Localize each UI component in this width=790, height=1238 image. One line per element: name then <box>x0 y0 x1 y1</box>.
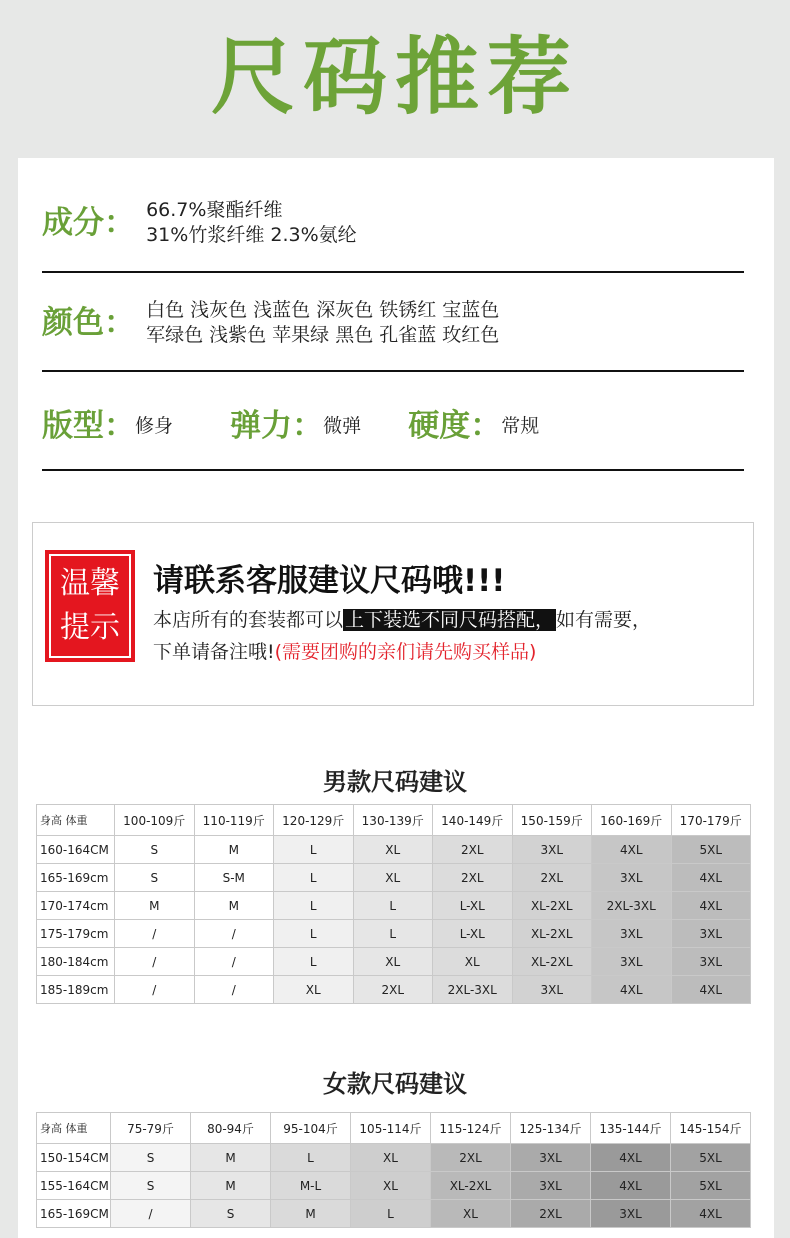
size-cell: XL-2XL <box>512 948 592 976</box>
men-size-title: 男款尺码建议 <box>323 768 467 796</box>
size-cell: M <box>194 836 274 864</box>
weight-header: 145-154斤 <box>671 1113 751 1144</box>
badge-line-2: 提示 <box>60 610 120 645</box>
divider <box>42 469 744 471</box>
height-cell: 185-189cm <box>37 976 115 1004</box>
page-title: 尺码推荐 <box>210 28 579 126</box>
weight-header: 130-139斤 <box>353 805 433 836</box>
size-cell: 5XL <box>671 1172 751 1200</box>
badge-line-1: 温馨 <box>60 566 120 601</box>
table-row <box>37 976 751 1004</box>
size-cell: XL <box>433 948 513 976</box>
divider <box>42 271 744 273</box>
size-cell: 2XL <box>433 864 513 892</box>
size-cell: L <box>274 948 354 976</box>
height-cell: 160-164CM <box>37 836 115 864</box>
size-cell: L-XL <box>433 920 513 948</box>
weight-header: 115-124斤 <box>431 1113 511 1144</box>
colors-line-2: 军绿色 浅紫色 苹果绿 黑色 孔雀蓝 玫红色 <box>146 324 500 346</box>
size-cell: 3XL <box>592 920 672 948</box>
table-row <box>37 1144 751 1172</box>
size-cell: 2XL-3XL <box>433 976 513 1004</box>
weight-header: 125-134斤 <box>511 1113 591 1144</box>
composition-label: 成分： <box>42 205 135 241</box>
weight-header: 135-144斤 <box>591 1113 671 1144</box>
weight-header: 110-119斤 <box>194 805 274 836</box>
size-cell: 4XL <box>671 976 751 1004</box>
weight-header: 120-129斤 <box>274 805 354 836</box>
size-cell: 4XL <box>592 836 672 864</box>
size-cell: 3XL <box>512 976 592 1004</box>
size-cell: XL <box>353 864 433 892</box>
spec-row <box>42 406 742 446</box>
women-size-title: 女款尺码建议 <box>323 1070 467 1098</box>
size-cell: 4XL <box>671 1200 751 1228</box>
fit-label: 版型： <box>42 408 135 444</box>
size-cell: XL-2XL <box>512 892 592 920</box>
composition-line-2: 31%竹浆纤维 2.3%氨纶 <box>146 224 357 246</box>
height-cell: 180-184cm <box>37 948 115 976</box>
table-row <box>37 1200 751 1228</box>
size-cell: 2XL <box>433 836 513 864</box>
table-header-row <box>37 805 751 836</box>
size-cell: XL <box>351 1144 431 1172</box>
table-header-row <box>37 1113 751 1144</box>
fit-value: 修身 <box>135 415 174 437</box>
divider <box>42 370 744 372</box>
table-row <box>37 948 751 976</box>
hardness-value: 常规 <box>501 415 540 437</box>
size-cell: / <box>194 920 274 948</box>
size-cell: 3XL <box>671 948 751 976</box>
size-cell: S <box>111 1172 191 1200</box>
size-cell: 3XL <box>512 836 592 864</box>
composition-value <box>146 198 357 248</box>
size-cell: / <box>115 948 195 976</box>
notice-text-1a: 本店所有的套装都可以 <box>153 609 344 631</box>
size-cell: 3XL <box>592 864 672 892</box>
size-cell: L-XL <box>433 892 513 920</box>
size-cell: L <box>274 836 354 864</box>
weight-header: 170-179斤 <box>671 805 751 836</box>
size-cell: 2XL <box>511 1200 591 1228</box>
size-cell: 3XL <box>511 1172 591 1200</box>
size-cell: / <box>111 1200 191 1228</box>
height-cell: 155-164CM <box>37 1172 111 1200</box>
table-row <box>37 920 751 948</box>
size-cell: S <box>191 1200 271 1228</box>
size-cell: XL <box>353 836 433 864</box>
colors-value <box>146 298 499 348</box>
size-cell: M <box>271 1200 351 1228</box>
size-cell: L <box>351 1200 431 1228</box>
height-cell: 165-169CM <box>37 1200 111 1228</box>
size-cell: 3XL <box>591 1200 671 1228</box>
size-cell: 5XL <box>671 1144 751 1172</box>
elasticity-value: 微弹 <box>323 415 362 437</box>
size-cell: XL <box>351 1172 431 1200</box>
size-cell: L <box>353 920 433 948</box>
size-cell: S-M <box>194 864 274 892</box>
size-cell: L <box>353 892 433 920</box>
size-cell: / <box>194 976 274 1004</box>
elasticity-label: 弹力： <box>230 408 324 444</box>
header-corner: 身高 体重 <box>37 1113 111 1144</box>
colors-label: 颜色： <box>42 305 135 341</box>
weight-header: 80-94斤 <box>191 1113 271 1144</box>
size-cell: 4XL <box>671 864 751 892</box>
size-cell: 2XL <box>431 1144 511 1172</box>
size-cell: 3XL <box>592 948 672 976</box>
size-cell: M-L <box>271 1172 351 1200</box>
notice-text-1b: 如有需要， <box>556 609 652 631</box>
size-cell: 3XL <box>511 1144 591 1172</box>
size-cell: XL <box>353 948 433 976</box>
table-row <box>37 1172 751 1200</box>
women-size-table <box>36 1112 751 1228</box>
notice-line-1 <box>153 605 651 632</box>
size-cell: XL-2XL <box>512 920 592 948</box>
notice-heading: 请联系客服建议尺码哦!!! <box>153 563 506 599</box>
composition-line-1: 66.7%聚酯纤维 <box>146 199 283 221</box>
colors-row <box>42 298 742 348</box>
size-cell: 2XL <box>512 864 592 892</box>
table-row <box>37 836 751 864</box>
notice-highlight: 上下装选不同尺码搭配， <box>345 609 555 631</box>
size-cell: 4XL <box>671 892 751 920</box>
weight-header: 140-149斤 <box>433 805 513 836</box>
height-cell: 165-169cm <box>37 864 115 892</box>
size-cell: 4XL <box>591 1172 671 1200</box>
weight-header: 160-169斤 <box>592 805 672 836</box>
height-cell: 175-179cm <box>37 920 115 948</box>
size-cell: L <box>274 864 354 892</box>
weight-header: 150-159斤 <box>512 805 592 836</box>
composition-row <box>42 198 742 248</box>
size-cell: 2XL-3XL <box>592 892 672 920</box>
table-row <box>37 864 751 892</box>
size-cell: S <box>115 836 195 864</box>
men-size-table <box>36 804 751 1004</box>
size-cell: XL <box>431 1200 511 1228</box>
size-cell: M <box>115 892 195 920</box>
weight-header: 75-79斤 <box>111 1113 191 1144</box>
size-cell: 5XL <box>671 836 751 864</box>
size-cell: 4XL <box>591 1144 671 1172</box>
size-cell: L <box>274 920 354 948</box>
size-cell: L <box>274 892 354 920</box>
notice-text-2a: 下单请备注哦! <box>153 641 275 663</box>
height-cell: 170-174cm <box>37 892 115 920</box>
size-cell: M <box>191 1144 271 1172</box>
height-cell: 150-154CM <box>37 1144 111 1172</box>
size-cell: M <box>191 1172 271 1200</box>
colors-line-1: 白色 浅灰色 浅蓝色 深灰色 铁锈红 宝蓝色 <box>146 299 500 321</box>
size-cell: / <box>115 976 195 1004</box>
size-cell: L <box>271 1144 351 1172</box>
size-cell: 4XL <box>592 976 672 1004</box>
weight-header: 95-104斤 <box>271 1113 351 1144</box>
size-cell: M <box>194 892 274 920</box>
weight-header: 105-114斤 <box>351 1113 431 1144</box>
header-corner: 身高 体重 <box>37 805 115 836</box>
size-cell: S <box>111 1144 191 1172</box>
notice-badge <box>45 550 135 662</box>
notice-red-text: (需要团购的亲们请先购买样品) <box>274 641 537 663</box>
notice-line-2 <box>153 637 536 664</box>
size-cell: XL-2XL <box>431 1172 511 1200</box>
weight-header: 100-109斤 <box>115 805 195 836</box>
table-row <box>37 892 751 920</box>
size-cell: XL <box>274 976 354 1004</box>
size-cell: / <box>115 920 195 948</box>
size-cell: 3XL <box>671 920 751 948</box>
hardness-label: 硬度： <box>408 408 502 444</box>
size-cell: / <box>194 948 274 976</box>
notice-box <box>32 522 754 706</box>
size-cell: 2XL <box>353 976 433 1004</box>
size-cell: S <box>115 864 195 892</box>
